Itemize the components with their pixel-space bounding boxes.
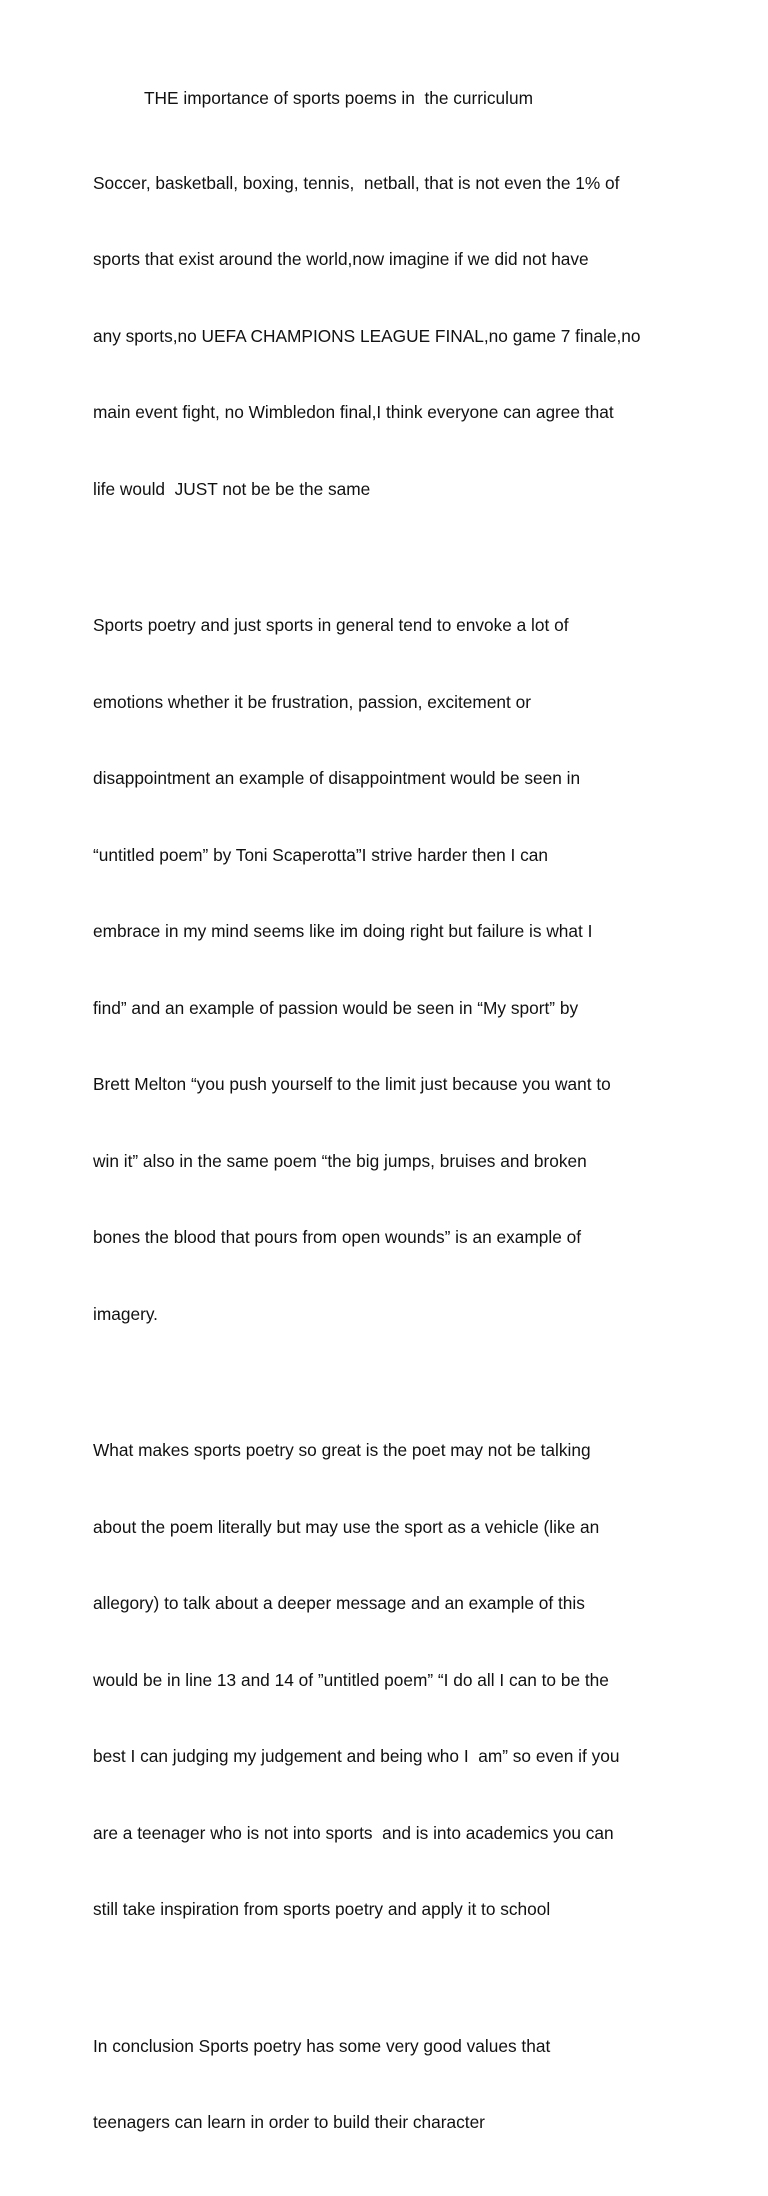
text-line: any sports,no UEFA CHAMPIONS LEAGUE FINAL,no game 7 finale,no	[93, 325, 641, 346]
text-line: disappointment an example of disappointment would be seen in	[93, 768, 581, 788]
text-line: “untitled poem” by Toni Scaperotta”I strive harder then I can	[93, 844, 548, 865]
text-line: allegory) to talk about a deeper message and an example of this	[93, 1593, 585, 1613]
text-line: emotions whether it be frustration, passion, excitement or	[93, 691, 532, 712]
text-line: Sports poetry and just sports in general tend to envoke a lot of	[93, 615, 569, 635]
paragraph-intro	[93, 120, 683, 554]
text-line: In conclusion Sports poetry has some very good values that	[93, 2035, 551, 2056]
text-line: Soccer, basketball, boxing, tennis, netball, that is not even the 1% of	[93, 172, 620, 193]
text-line: would be in line 13 and 14 of ”untitled poem” “I do all I can to be the	[93, 1669, 609, 1690]
text-line: still take inspiration from sports poetry and apply it to school	[93, 1899, 551, 1919]
text-line: about the poem literally but may use the sport as a vehicle (like an	[93, 1516, 600, 1537]
text-line: What makes sports poetry so great is the poet may not be talking	[93, 1440, 591, 1460]
paragraph-conclusion	[93, 1983, 683, 2187]
text-line: teenagers can learn in order to build their character	[93, 2112, 485, 2132]
text-line: main event fight, no Wimbledon final,I think everyone can agree that	[93, 402, 614, 422]
paragraph-emotions	[93, 562, 683, 1378]
text-line: sports that exist around the world,now imagine if we did not have	[93, 249, 589, 269]
text-line: best I can judging my judgement and being who I am” so even if you	[93, 1746, 620, 1766]
text-line: life would JUST not be be the same	[93, 478, 371, 499]
text-line: find” and an example of passion would be seen in “My sport” by	[93, 997, 579, 1018]
text-line: are a teenager who is not into sports and is into academics you can	[93, 1822, 614, 1843]
text-line: embrace in my mind seems like im doing right but failure is what I	[93, 921, 593, 941]
text-line: bones the blood that pours from open wounds” is an example of	[93, 1227, 582, 1247]
text-line: imagery.	[93, 1303, 158, 1324]
document-title: THE importance of sports poems in the curriculum	[144, 88, 533, 108]
paragraph-vehicle	[93, 1387, 683, 1974]
document-body	[93, 86, 683, 2196]
text-line: win it” also in the same poem “the big jumps, bruises and broken	[93, 1150, 587, 1171]
text-line: Brett Melton “you push yourself to the limit just because you want to	[93, 1074, 611, 1094]
